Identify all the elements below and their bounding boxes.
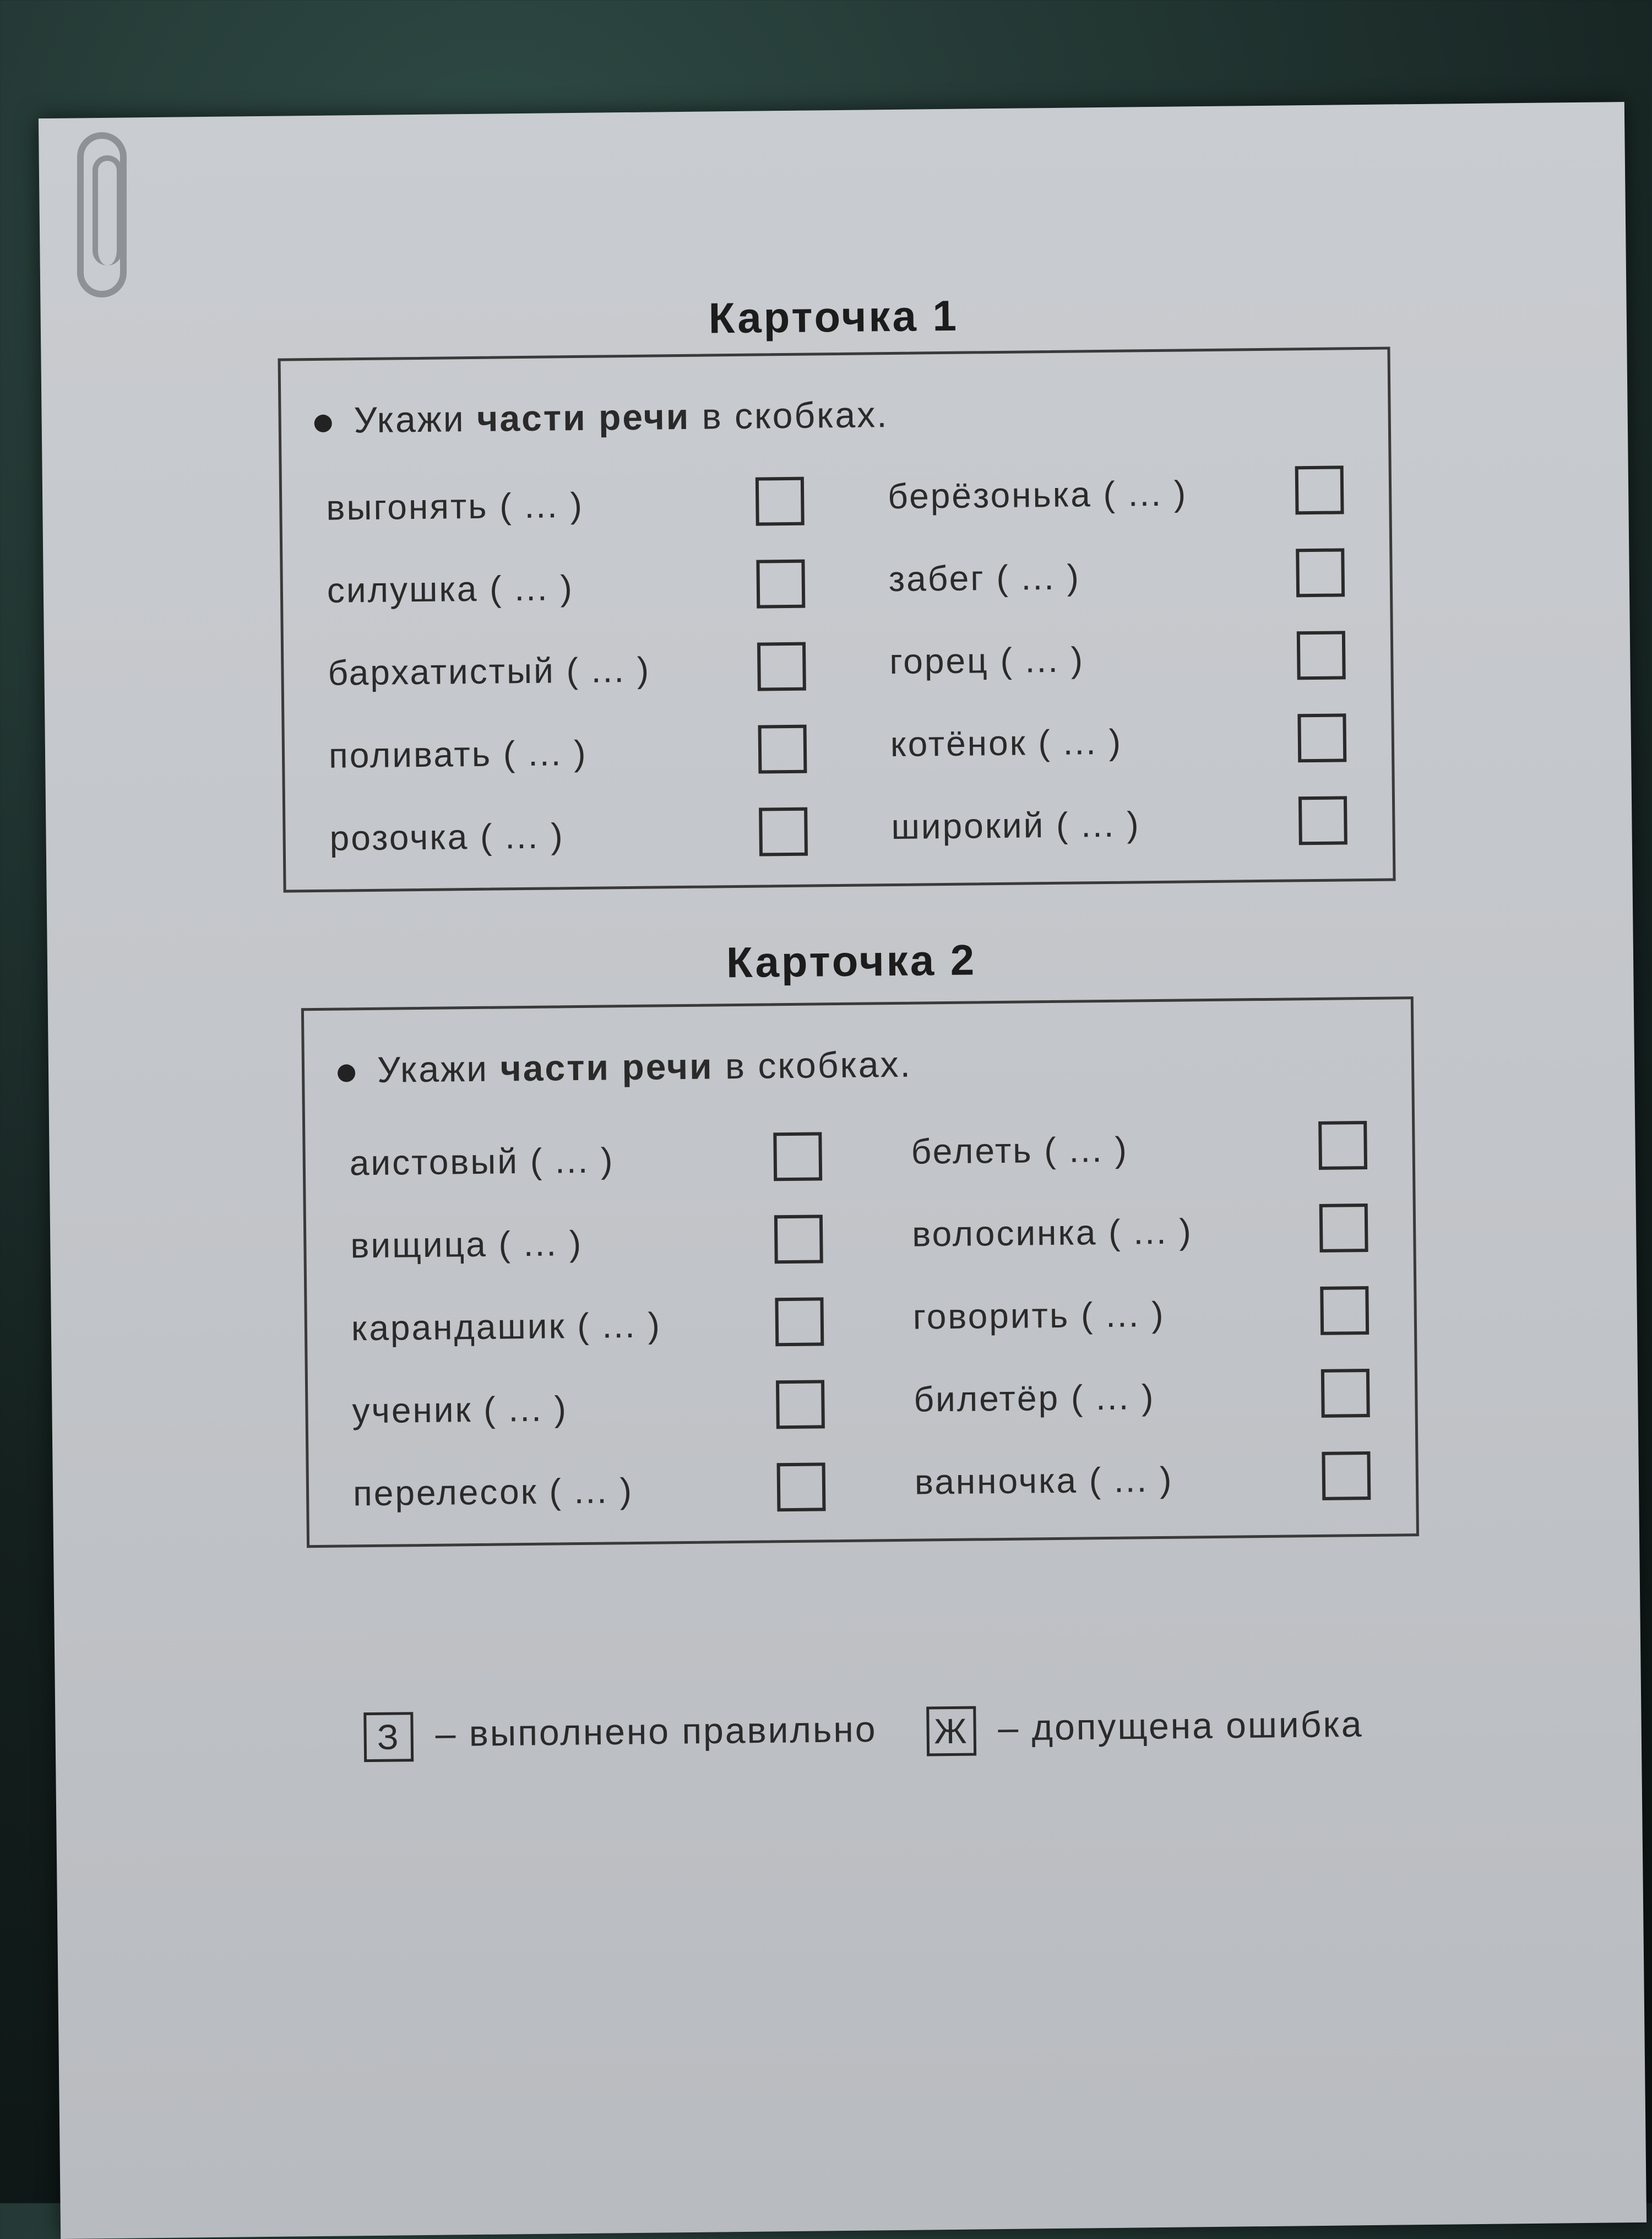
- card-1-word-7: забег ( ... ): [888, 557, 1081, 599]
- card-2-word-3: карандашик ( ... ): [351, 1305, 662, 1348]
- card-2-answer-box-9[interactable]: [1321, 1369, 1370, 1418]
- bullet-icon: [314, 414, 332, 432]
- card-2-word-7: волосинка ( ... ): [911, 1211, 1193, 1254]
- card-2-word-10: ванночка ( ... ): [914, 1459, 1173, 1502]
- card-1-answer-box-5[interactable]: [759, 807, 808, 856]
- card-2-answer-box-3[interactable]: [775, 1297, 824, 1346]
- card-1-title: Карточка 1: [708, 291, 959, 343]
- card-2-word-4: ученик ( ... ): [352, 1389, 568, 1431]
- card-2-answer-box-6[interactable]: [1318, 1121, 1367, 1170]
- card-2-instruction: Укажи части речи в скобках.: [338, 1043, 912, 1091]
- card-1-word-8: горец ( ... ): [889, 639, 1085, 682]
- card-1: [278, 347, 1396, 893]
- card-2-answer-box-10[interactable]: [1322, 1451, 1371, 1500]
- card-1-word-5: розочка ( ... ): [329, 816, 564, 858]
- card-2-answer-box-2[interactable]: [774, 1215, 823, 1264]
- card-2-word-6: белеть ( ... ): [911, 1129, 1129, 1172]
- card-2-word-9: билетёр ( ... ): [913, 1377, 1155, 1419]
- card-1-answer-box-4[interactable]: [758, 725, 807, 774]
- card-2-answer-box-5[interactable]: [777, 1462, 826, 1511]
- card-2-title: Карточка 2: [726, 935, 977, 987]
- card-2-answer-box-8[interactable]: [1320, 1286, 1369, 1335]
- card-1-word-3: бархатистый ( ... ): [328, 649, 651, 693]
- card-2-word-1: аистовый ( ... ): [349, 1140, 615, 1183]
- bullet-icon: [338, 1064, 355, 1082]
- card-2-word-8: говорить ( ... ): [912, 1294, 1165, 1337]
- card-2-answer-box-1[interactable]: [773, 1132, 822, 1181]
- card-2-answer-box-7[interactable]: [1319, 1203, 1368, 1253]
- card-1-answer-box-9[interactable]: [1297, 713, 1346, 762]
- card-1-answer-box-6[interactable]: [1295, 465, 1344, 514]
- worksheet-paper: [39, 102, 1646, 2239]
- card-1-instruction: Укажи части речи в скобках.: [314, 393, 889, 441]
- card-1-word-10: широкий ( ... ): [891, 804, 1140, 847]
- card-1-answer-box-8[interactable]: [1297, 631, 1346, 680]
- legend: [363, 1702, 1363, 1762]
- paperclip-icon: [77, 132, 127, 297]
- error-legend-text: – допущена ошибка: [998, 1703, 1363, 1748]
- card-2: [301, 996, 1419, 1548]
- card-1-word-1: выгонять ( ... ): [325, 485, 584, 528]
- card-1-answer-box-3[interactable]: [757, 642, 806, 691]
- correct-mark: З: [363, 1712, 414, 1762]
- card-1-answer-box-1[interactable]: [756, 477, 805, 526]
- card-2-answer-box-4[interactable]: [776, 1380, 825, 1429]
- card-2-word-5: перелесок ( ... ): [352, 1471, 634, 1514]
- correct-legend-text: – выполнено правильно: [435, 1708, 877, 1754]
- card-1-word-4: поливать ( ... ): [328, 733, 588, 776]
- card-1-answer-box-10[interactable]: [1298, 796, 1347, 845]
- card-1-word-9: котёнок ( ... ): [890, 722, 1123, 765]
- card-1-answer-box-7[interactable]: [1296, 548, 1345, 597]
- card-2-word-2: вищица ( ... ): [350, 1223, 583, 1266]
- card-1-word-2: силушка ( ... ): [327, 568, 574, 610]
- error-mark: Ж: [926, 1706, 976, 1756]
- card-1-answer-box-2[interactable]: [756, 560, 805, 609]
- card-1-word-6: берёзонька ( ... ): [887, 473, 1188, 517]
